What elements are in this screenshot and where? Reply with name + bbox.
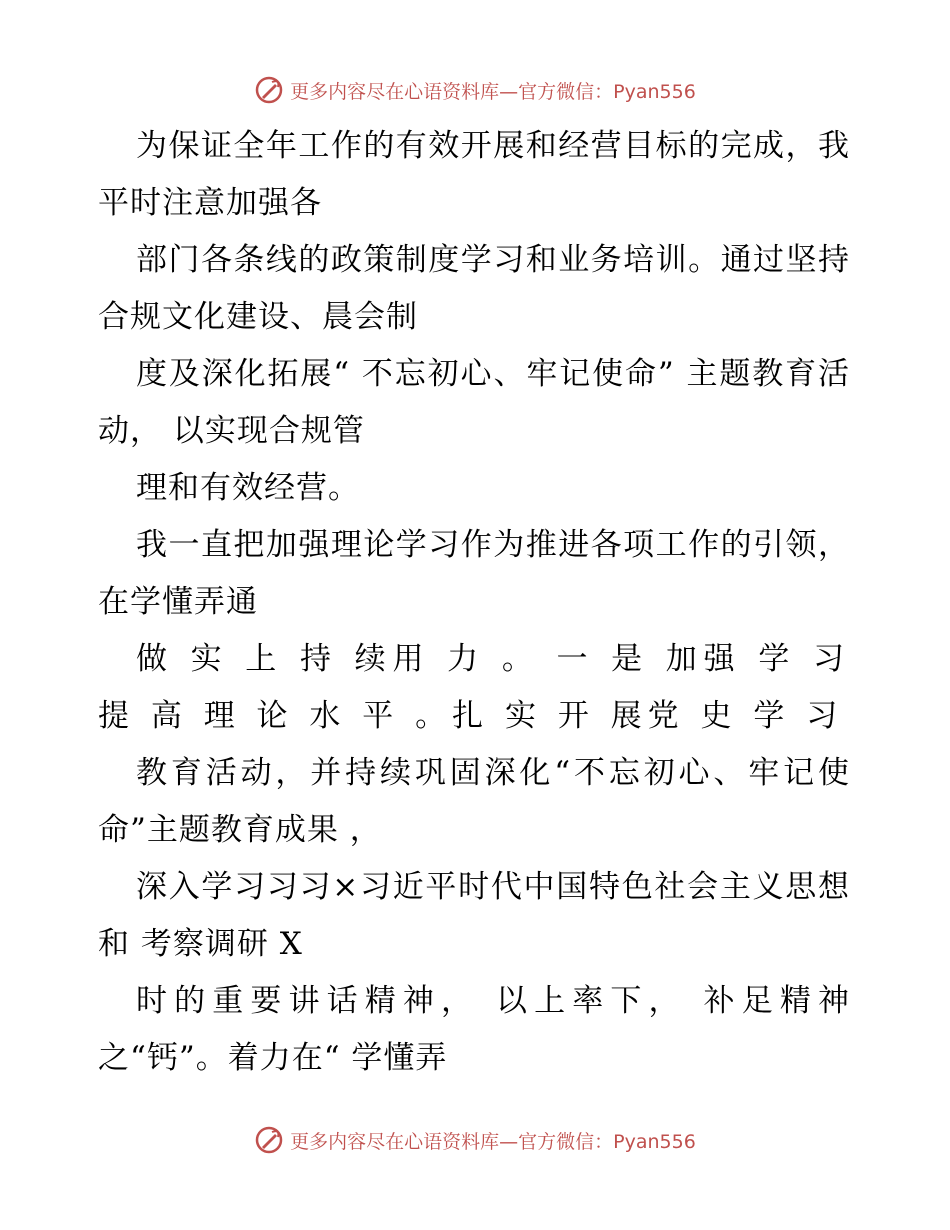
quill-pen-icon — [254, 1125, 284, 1155]
paragraph: 度及深化拓展“ 不忘初心、牢记使命” 主题教育活动， 以实现合规管 — [98, 356, 850, 449]
document-body — [0, 118, 950, 1087]
paragraph: 为保证全年工作的有效开展和经营目标的完成，我平时注意加强各 — [98, 128, 850, 221]
paragraph: 我一直把加强理论学习作为推进各项工作的引领，在学懂弄通 — [98, 527, 850, 620]
quill-pen-icon — [254, 75, 284, 105]
paragraph: 部门各条线的政策制度学习和业务培训。通过坚持合规文化建设、晨会制 — [98, 242, 850, 335]
header-watermark — [0, 70, 950, 110]
paragraph: 教育活动，并持续巩固深化“不忘初心、牢记使命”主题教育成果 ， — [98, 755, 850, 848]
watermark-text: 更多内容尽在心语资料库—官方微信：Pyan556 — [290, 80, 696, 103]
footer-watermark — [0, 1120, 950, 1160]
paragraph: 做 实 上 持 续用 力 。 一 是 加强 学 习 提 高 理 论 水 平 。扎 实 开 展党 史 学 习 — [98, 641, 850, 734]
watermark-text: 更多内容尽在心语资料库—官方微信：Pyan556 — [290, 1130, 696, 1153]
paragraph: 理和有效经营。 — [136, 470, 360, 506]
paragraph: 时的重要讲话精神， 以上率下， 补足精神之“钙”。着力在“ 学懂弄 — [98, 983, 850, 1076]
paragraph: 深入学习习习×习近平时代中国特色社会主义思想和 考察调研 X — [98, 869, 850, 962]
